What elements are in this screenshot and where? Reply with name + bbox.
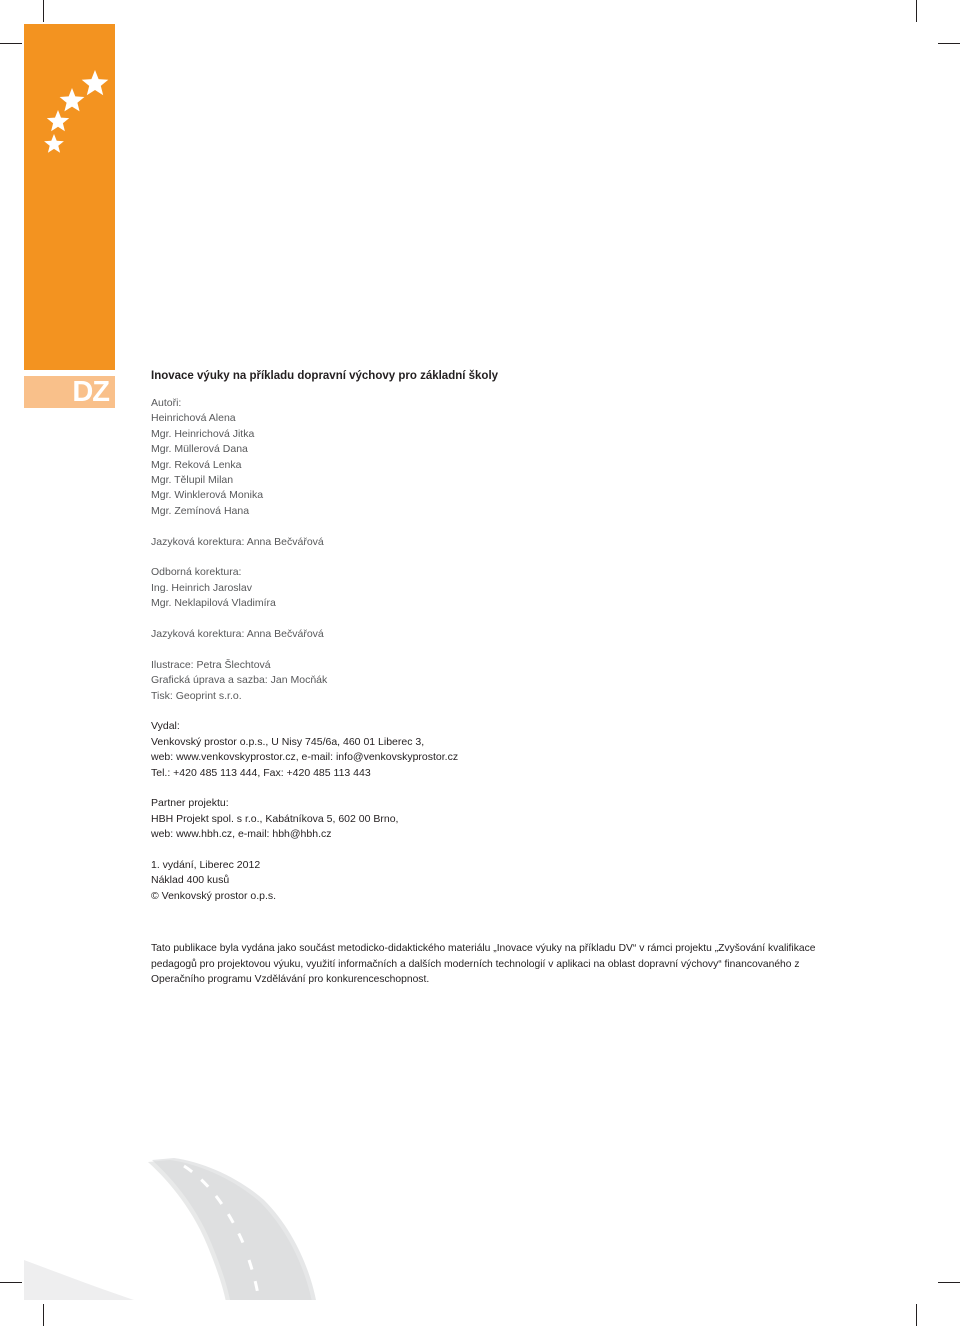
publisher-phone: Tel.: +420 485 113 444, Fax: +420 485 113 443 [151,766,371,779]
language-proofreading: Jazyková korektura: Anna Bečvářová [151,535,324,548]
crop-mark [43,0,44,22]
star-icon [82,70,109,95]
author-name: Mgr. Zemínová Hana [151,504,250,517]
expert-proofreader: Mgr. Neklapilová Vladimíra [151,597,276,610]
project-statement: Tato publikace byla vydána jako součást metodicko-didaktického materiálu „Inovace výuky na příkladu DV“ v rámci projektu „Zvyšování kvalifikace pedagogů pro projektovou výuku, využití informačních a dalších moderních technologií v aplikaci na oblast dopravní výchovy“ financovaného z Operačního programu Vzdělávání pro konkurenceschopnost. [151,943,816,985]
edition-info: 1. vydání, Liberec 2012 [151,859,261,872]
crop-mark [0,1282,22,1283]
star-icon [60,88,85,111]
author-name: Mgr. Winklerová Monika [151,489,264,502]
illustrations-credit: Ilustrace: Petra Šlechtová [151,658,271,671]
crop-mark [43,1304,44,1326]
road-illustration [24,1150,344,1300]
imprint-block [151,366,851,904]
star-icon [44,134,64,153]
authors-heading: Autoři: [151,397,182,409]
print-run: Náklad 400 kusů [151,874,230,887]
crop-mark [938,1282,960,1283]
partner-heading: Partner projektu: [151,797,229,810]
section-tab-label: DZ [72,376,109,408]
language-proofreading: Jazyková korektura: Anna Bečvářová [151,628,324,641]
author-name: Mgr. Heinrichová Jitka [151,427,255,440]
stars-decoration [24,24,115,164]
author-name: Heinrichová Alena [151,412,236,425]
author-name: Mgr. Tělupil Milan [151,474,234,487]
author-name: Mgr. Reková Lenka [151,458,242,471]
publisher-address: Venkovský prostor o.p.s., U Nisy 745/6a, 460 01 Liberec 3, [151,735,425,748]
crop-mark [938,43,960,44]
crop-mark [916,1304,917,1326]
publisher-web: web: www.venkovskyprostor.cz, e-mail: info@venkovskyprostor.cz [151,751,459,764]
partner-web: web: www.hbh.cz, e-mail: hbh@hbh.cz [151,828,332,841]
star-icon [47,110,69,131]
section-tab [24,376,115,408]
design-credit: Grafická úprava a sazba: Jan Mocňák [151,674,328,687]
author-name: Mgr. Müllerová Dana [151,443,248,456]
print-credit: Tisk: Geoprint s.r.o. [151,689,242,702]
expert-proofreading-heading: Odborná korektura: [151,566,242,579]
copyright-notice: © Venkovský prostor o.p.s. [151,889,277,902]
partner-address: HBH Projekt spol. s r.o., Kabátníkova 5, 602 00 Brno, [151,812,399,825]
crop-mark [0,43,22,44]
publisher-heading: Vydal: [151,720,180,733]
publication-title: Inovace výuky na příkladu dopravní výchovy pro základní školy [151,370,499,382]
expert-proofreader: Ing. Heinrich Jaroslav [151,581,252,594]
crop-mark [916,0,917,22]
